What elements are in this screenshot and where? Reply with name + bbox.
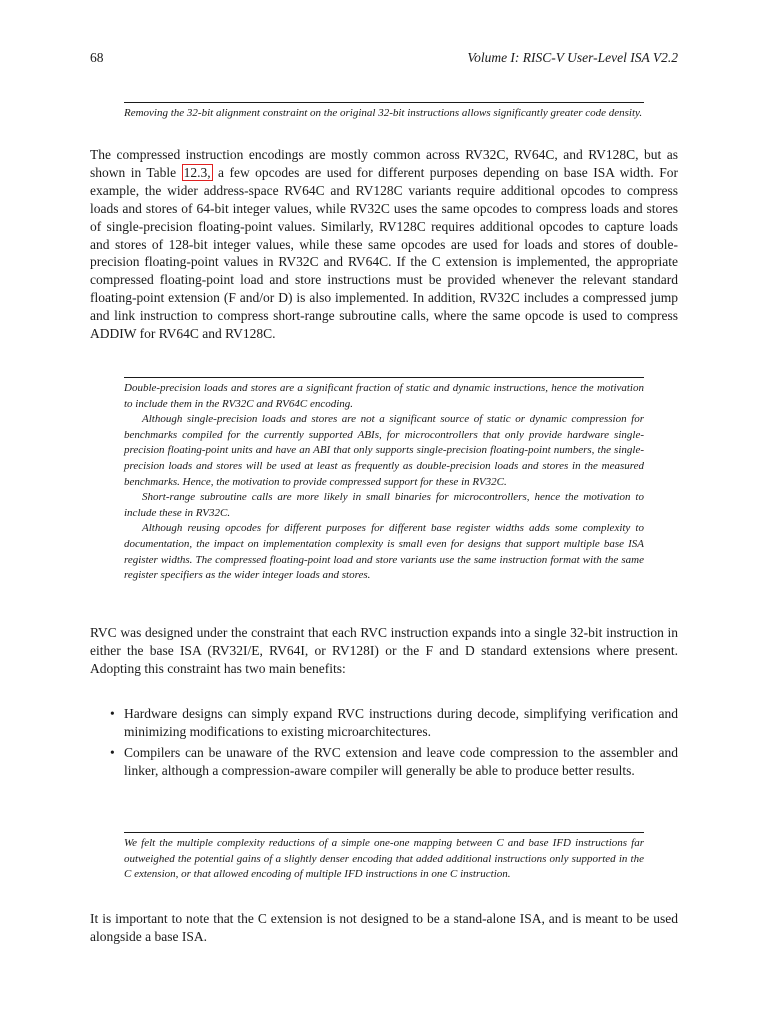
table-reference-link[interactable]: 12.3, [183, 164, 211, 180]
commentary-paragraph: We felt the multiple complexity reductions of a simple one-one mapping between C and base IFD instructions far outweighed the potential gains of a slightly denser encoding that added additional instructions only supported in the C extension, or that allowed encoding of multiple IFD instructions in one C instruction. [124, 837, 644, 881]
running-title: Volume I: RISC-V User-Level ISA V2.2 [467, 50, 678, 65]
body-paragraph-not-standalone [90, 910, 678, 946]
page-number: 68 [90, 50, 104, 65]
commentary-paragraph: Short-range subroutine calls are more likely in small binaries for microcontrollers, hence the motivation to include these in RV32C. [124, 491, 644, 519]
commentary-paragraph: Removing the 32-bit alignment constraint on the original 32-bit instructions allows significantly greater code density. [124, 107, 643, 119]
list-item-text: Hardware designs can simply expand RVC instructions during decode, simplifying verification and minimizing modifications to existing microarchitectures. [124, 706, 678, 739]
paragraph-text: It is important to note that the C extension is not designed to be a stand-alone ISA, and is meant to be used alongside a base ISA. [90, 911, 678, 944]
page-header [90, 50, 678, 68]
commentary-block-loads-stores [124, 377, 644, 584]
bullet-marker: • [110, 744, 115, 760]
commentary-block-alignment [124, 102, 644, 122]
commentary-paragraph: Although reusing opcodes for different purposes for different base register widths adds some complexity to documentation, the impact on implementation complexity is small even for designs that support multiple base ISA register widths. The compressed floating-point load and store variants use the same instruction format with the same register specifiers as the wider integer loads and stores. [124, 522, 644, 582]
paragraph-text: RVC was designed under the constraint that each RVC instruction expands into a single 32-bit instruction in either the base ISA (RV32I/E, RV64I, or RV128I) or the F and D standard extensions where present. Adopting this constraint has two main benefits: [90, 625, 678, 676]
body-paragraph-rvc-constraint [90, 624, 678, 678]
text-after-ref: a few opcodes are used for different purposes depending on base ISA width. For example, the wider address-space RV64C and RV128C variants require additional opcodes to compress loads and stores of 64-bit integer values, while RV32C uses the same opcodes to compress loads and stores of single-precision floating-point values. Similarly, RV128C requires additional opcodes to capture loads and stores of 128-bit integer values, while these same opcodes are used for loads and stores of double-precision floating-point values in RV32C and RV64C. If the C extension is implemented, the appropriate compressed floating-point load and store instructions must be provided whenever the relevant standard floating-point extension (F and/or D) is also implemented. In addition, RV32C includes a compressed jump and link instruction to compress short-range subroutine calls, where the same opcode is used to compress ADDIW for RV64C and RV128C. [90, 164, 678, 342]
commentary-paragraph: Although single-precision loads and stores are not a significant source of static or dynamic compression for benchmarks compiled for the currently supported ABIs, for microcontrollers that only provide hardware single-precision floating-point units and have an ABI that only supports single-precision floating-point numbers, the single-precision loads and stores will be used at least as frequently as double-precision loads and stores in the measured benchmarks. Hence, the motivation to provide compressed support for these in RV32C. [124, 413, 644, 488]
list-item [90, 744, 678, 780]
benefits-list [90, 705, 678, 783]
commentary-paragraph: Double-precision loads and stores are a significant fraction of static and dynamic instructions, hence the motivation to include them in the RV32C and RV64C encoding. [124, 382, 644, 410]
list-item [90, 705, 678, 741]
body-paragraph-opcodes [90, 146, 678, 343]
list-item-text: Compilers can be unaware of the RVC extension and leave code compression to the assembler and linker, although a compression-aware compiler will generally be able to produce better results. [124, 744, 678, 778]
commentary-block-mapping [124, 832, 644, 883]
text-before-ref: The compressed instruction encodings are mostly common across RV32C, RV64C, and RV128C, but as shown in Table [90, 147, 678, 180]
bullet-marker: • [110, 706, 115, 721]
